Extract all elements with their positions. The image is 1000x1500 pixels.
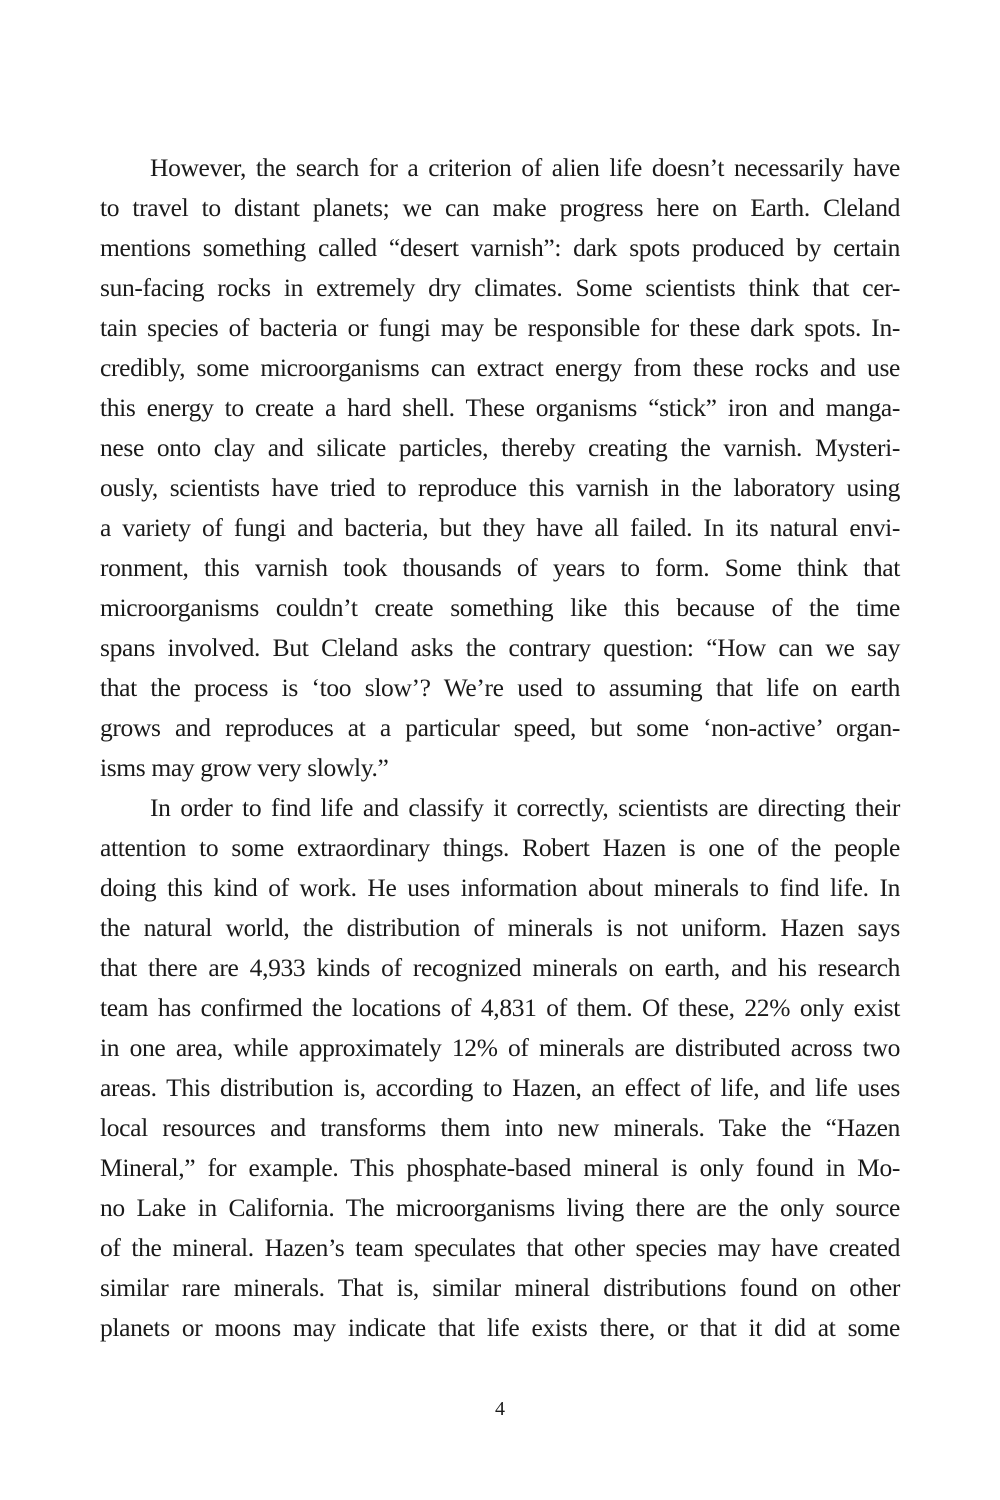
text-line: areas. This distribution is, according to Hazen, an effect of life, and life uses [100,1073,900,1102]
paragraph-2-line [100,1188,900,1228]
text-line: ronment, this varnish took thousands of years to form. Some think that [100,553,900,582]
text-line: mentions something called “desert varnish”: dark spots produced by certain [100,233,900,262]
text-line: a variety of fungi and bacteria, but they have all failed. In its natural envi- [100,513,900,542]
text-line: doing this kind of work. He uses information about minerals to find life. In [100,873,900,902]
paragraph-2-line [100,1268,900,1308]
text-line: the natural world, the distribution of minerals is not uniform. Hazen says [100,913,900,942]
text-line: attention to some extraordinary things. Robert Hazen is one of the people [100,833,900,862]
paragraph-1-line [100,628,900,668]
text-line: that the process is ‘too slow’? We’re used to assuming that life on earth [100,673,900,702]
text-line: However, the search for a criterion of alien life doesn’t necessarily have [150,153,900,182]
paragraph-2-line [100,1308,900,1348]
body-text [100,148,900,1348]
text-line: no Lake in California. The microorganisms living there are the only source [100,1193,900,1222]
paragraph-1-line [100,388,900,428]
paragraph-2-line [100,1028,900,1068]
paragraph-1-line [100,428,900,468]
text-line: in one area, while approximately 12% of minerals are distributed across two [100,1033,900,1062]
paragraph-1-line [100,508,900,548]
paragraph-1-line [100,268,900,308]
text-line: microorganisms couldn’t create something like this because of the time [100,593,900,622]
text-line: isms may grow very slowly.” [100,753,389,782]
text-line: similar rare minerals. That is, similar mineral distributions found on other [100,1273,900,1302]
text-line: spans involved. But Cleland asks the contrary question: “How can we say [100,633,900,662]
paragraph-1-line [100,588,900,628]
paragraph-1-line [100,348,900,388]
text-line: grows and reproduces at a particular speed, but some ‘non-active’ organ- [100,713,900,742]
text-line: planets or moons may indicate that life exists there, or that it did at some [100,1313,900,1342]
paragraph-1-line [100,748,900,788]
text-line: of the mineral. Hazen’s team speculates that other species may have created [100,1233,900,1262]
paragraph-2-line [100,1228,900,1268]
paragraph-2-line [100,788,900,828]
paragraph-1-line [100,708,900,748]
paragraph-2-line [100,1068,900,1108]
text-line: In order to find life and classify it correctly, scientists are directing their [150,793,900,822]
text-line: local resources and transforms them into new minerals. Take the “Hazen [100,1113,900,1142]
paragraph-2-line [100,948,900,988]
text-line: team has confirmed the locations of 4,831 of them. Of these, 22% only exist [100,993,900,1022]
paragraph-2-line [100,868,900,908]
paragraph-1-line [100,548,900,588]
text-line: credibly, some microorganisms can extract energy from these rocks and use [100,353,900,382]
text-line: that there are 4,933 kinds of recognized minerals on earth, and his research [100,953,900,982]
page-number: 4 [495,1398,505,1420]
text-line: this energy to create a hard shell. These organisms “stick” iron and manga- [100,393,900,422]
text-line: nese onto clay and silicate particles, thereby creating the varnish. Mysteri- [100,433,900,462]
paragraph-1-line [100,468,900,508]
paragraph-1-line [100,148,900,188]
paragraph-2-line [100,1108,900,1148]
paragraph-2-line [100,1148,900,1188]
paragraph-1-line [100,308,900,348]
text-line: Mineral,” for example. This phosphate-based mineral is only found in Mo- [100,1153,900,1182]
paragraph-2-line [100,988,900,1028]
paragraph-2-line [100,908,900,948]
text-line: ously, scientists have tried to reproduce this varnish in the laboratory using [100,473,900,502]
text-line: to travel to distant planets; we can make progress here on Earth. Cleland [100,193,900,222]
text-line: sun-facing rocks in extremely dry climates. Some scientists think that cer- [100,273,900,302]
text-line: tain species of bacteria or fungi may be responsible for these dark spots. In- [100,313,900,342]
paragraph-2-line [100,828,900,868]
paragraph-1-line [100,668,900,708]
paragraph-1-line [100,228,900,268]
paragraph-1-line [100,188,900,228]
